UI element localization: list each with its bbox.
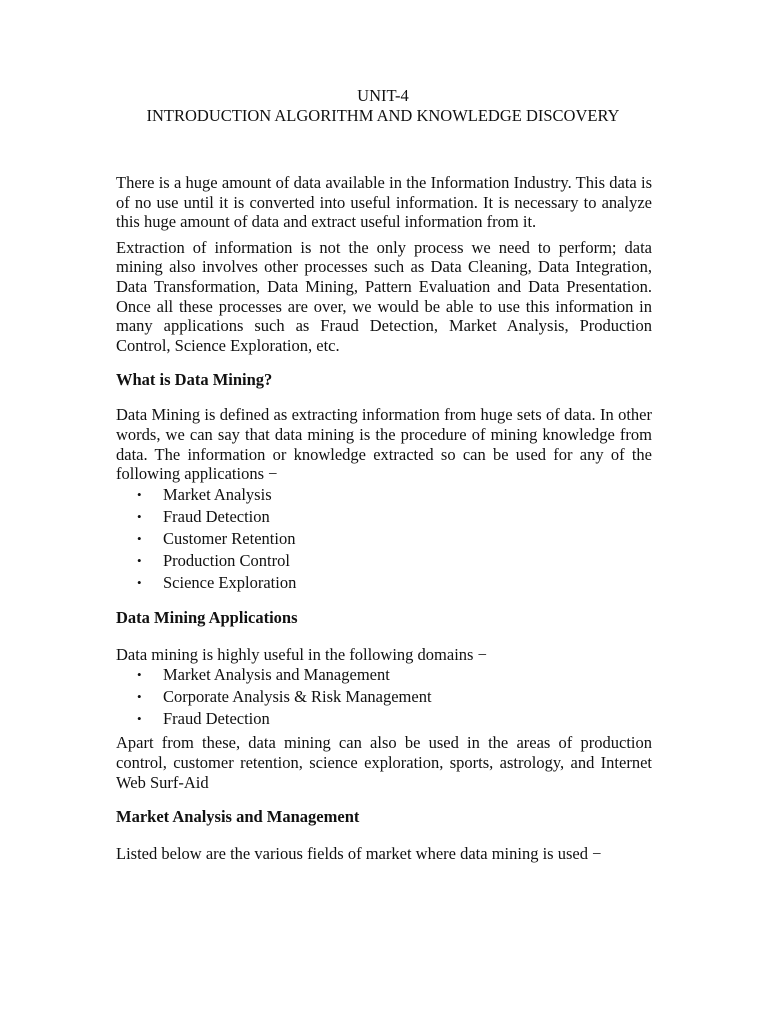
- heading-data-mining-applications: Data Mining Applications: [116, 607, 298, 627]
- heading-market-analysis: Market Analysis and Management: [116, 807, 360, 827]
- bullet-icon: •: [137, 689, 142, 705]
- list-item: • Customer Retention: [137, 528, 296, 548]
- market-paragraph: Listed below are the various fields of market where data mining is used −: [116, 844, 602, 864]
- title-block: [114, 86, 652, 126]
- applications-paragraph: Data mining is highly useful in the following domains −: [116, 644, 487, 664]
- intro-paragraph-1: There is a huge amount of data available in the Information Industry. This data is of no use until it is converted into useful information. It is necessary to analyze this huge amount of data and extract useful information from it.: [116, 173, 652, 232]
- bullet-icon: •: [137, 552, 142, 568]
- list-item: • Science Exploration: [137, 572, 297, 592]
- bullet-icon: •: [137, 508, 142, 524]
- list-item: • Fraud Detection: [137, 709, 270, 729]
- document-title: INTRODUCTION ALGORITHM AND KNOWLEDGE DISCOVERY: [146, 106, 620, 125]
- bullet-icon: •: [137, 574, 142, 590]
- document-page: [116, 86, 652, 864]
- list-item: • Market Analysis: [137, 484, 272, 504]
- heading-what-is-data-mining: What is Data Mining?: [116, 370, 273, 390]
- list-item: • Market Analysis and Management: [137, 665, 390, 685]
- applications-after-paragraph: Apart from these, data mining can also be used in the areas of production control, customer retention, science exploration, sports, astrology, and Internet Web Surf-Aid: [116, 733, 652, 792]
- list-item: • Fraud Detection: [137, 506, 270, 526]
- intro-paragraph-2: Extraction of information is not the only process we need to perform; data mining also involves other processes such as Data Cleaning, Data Integration, Data Transformation, Data Mining, Pattern Evaluation and Data Presentation. Once all these processes are over, we would be able to use this information in many applications such as Fraud Detection, Market Analysis, Production Control, Science Exploration, etc.: [116, 237, 652, 355]
- bullet-icon: •: [137, 667, 142, 683]
- applications-bullet-list: [116, 484, 652, 594]
- list-item: • Corporate Analysis & Risk Management: [137, 687, 432, 707]
- bullet-icon: •: [137, 711, 142, 727]
- bullet-icon: •: [137, 530, 142, 546]
- unit-label: UNIT-4: [357, 86, 409, 105]
- bullet-icon: •: [137, 486, 142, 502]
- domains-bullet-list: [116, 664, 652, 730]
- list-item: • Production Control: [137, 550, 290, 570]
- what-is-paragraph: Data Mining is defined as extracting information from huge sets of data. In other words, we can say that data mining is the procedure of mining knowledge from data. The information or knowledge extracted so can be used for any of the following applications −: [116, 405, 652, 484]
